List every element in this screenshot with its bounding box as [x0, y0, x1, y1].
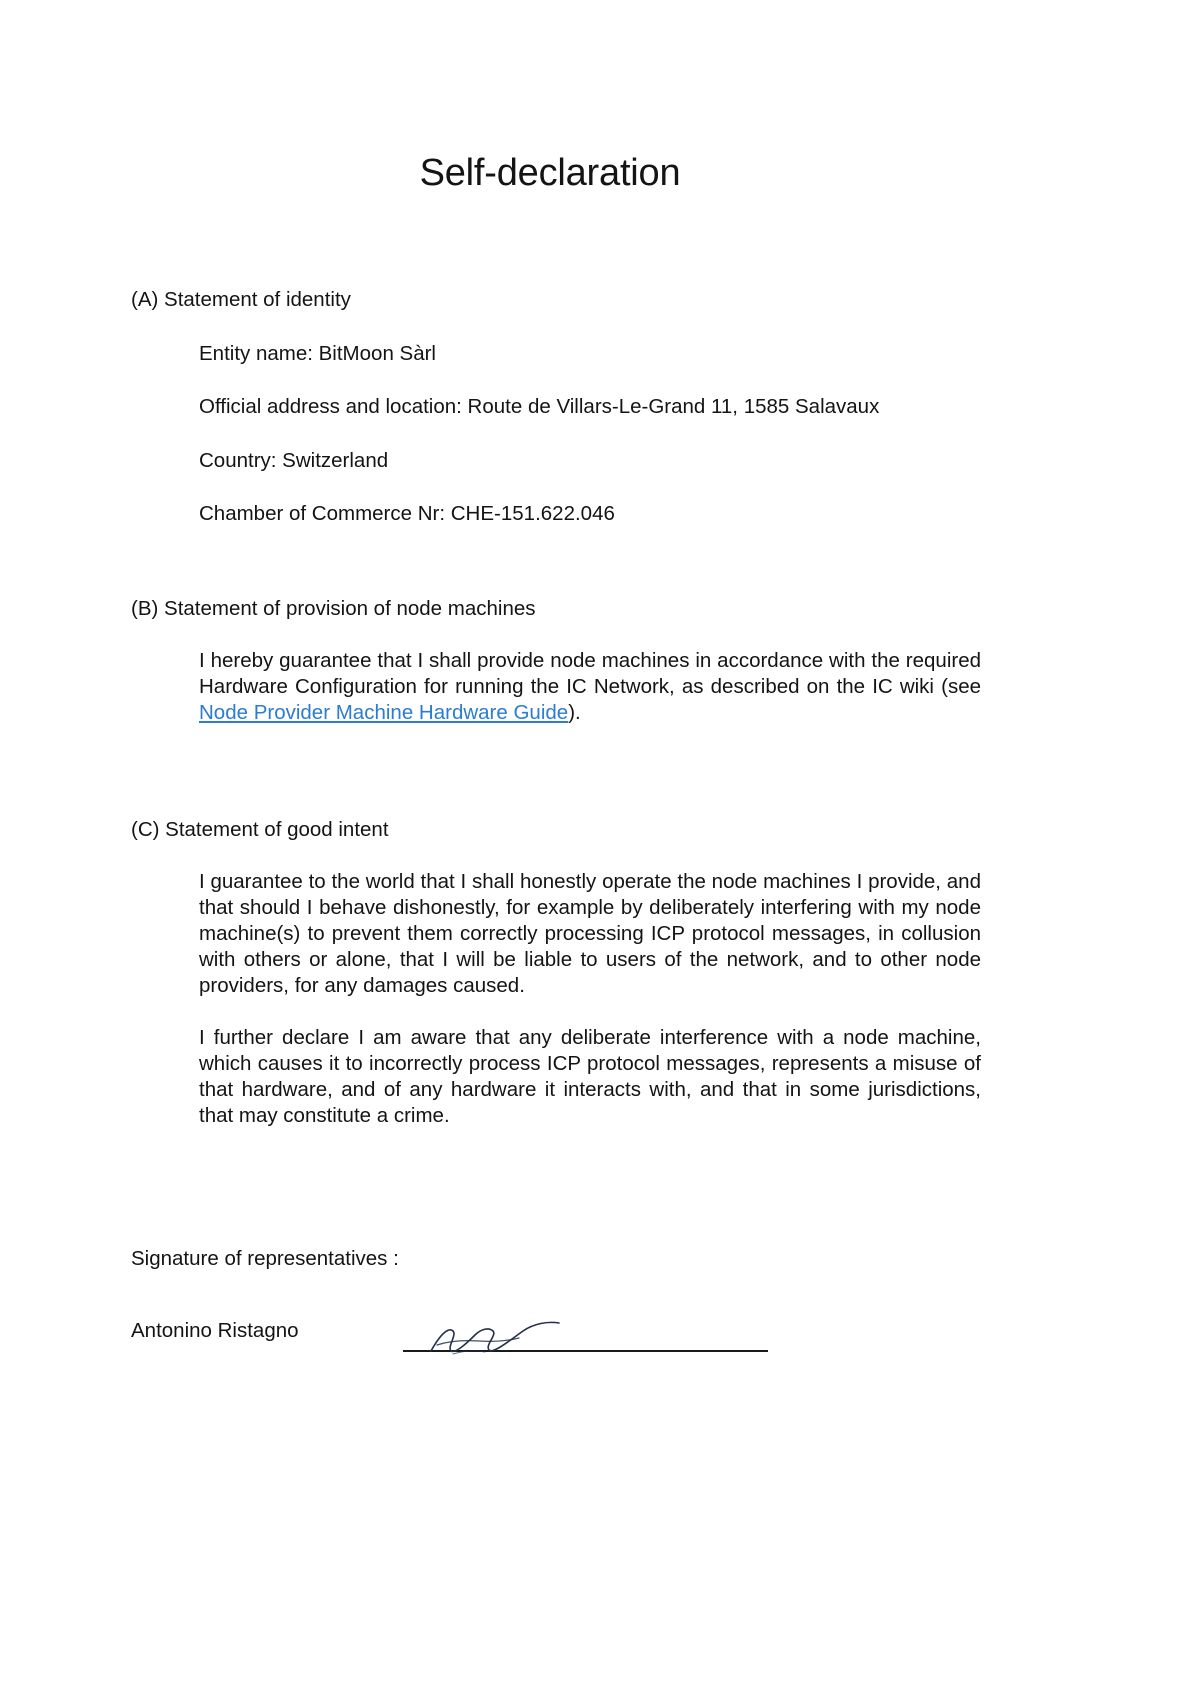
section-b-heading: (B) Statement of provision of node machines [131, 597, 536, 621]
chamber-of-commerce-line: Chamber of Commerce Nr: CHE-151.622.046 [199, 502, 615, 526]
node-provider-hardware-guide-link[interactable]: Node Provider Machine Hardware Guide [199, 700, 569, 724]
official-address-line: Official address and location: Route de Villars-Le-Grand 11, 1585 Salavaux [199, 395, 880, 419]
page-title: Self-declaration [419, 152, 681, 194]
section-c-paragraph-1: I guarantee to the world that I shall honestly operate the node machines I provide, and that should I behave dishonestly, for example by deliberately interfering with my node machine(s) to prevent them correctly processing ICP protocol messages, in collusion with others or alone, that I will be liable to users of the network, and to other node providers, for any damages caused. [199, 869, 981, 997]
section-a-heading: (A) Statement of identity [131, 288, 351, 311]
document-body [131, 288, 981, 1149]
country-line: Country: Switzerland [199, 448, 389, 472]
signature-line-wrap [403, 1319, 768, 1359]
section-c-heading: (C) Statement of good intent [131, 818, 389, 842]
section-spacer-b [131, 746, 981, 818]
representative-name: Antonino Ristagno [131, 1319, 299, 1342]
signature-label: Signature of representatives : [131, 1247, 399, 1270]
section-b-text-before-link: I hereby guarantee that I shall provide node machines in accordance with the required Hardware Configuration for running the IC Network, as described on the IC wiki (see [199, 648, 981, 698]
section-provision-of-node-machines [131, 597, 981, 726]
section-b-text-after-link: ). [568, 700, 581, 724]
entity-name-line: Entity name: BitMoon Sàrl [199, 341, 436, 365]
handwritten-signature-icon [423, 1321, 563, 1357]
section-statement-of-identity [131, 288, 981, 527]
signature-area [131, 1247, 991, 1359]
signature-row [131, 1319, 991, 1359]
section-c-paragraph-2: I further declare I am aware that any deliberate interference with a node machine, which causes it to incorrectly process ICP protocol messages, represents a misuse of that hardware, and of any hardware it interacts with, and that in some jurisdictions, that may constitute a crime. [199, 1025, 981, 1127]
section-statement-of-good-intent [131, 818, 981, 1129]
section-spacer-a [131, 527, 981, 597]
section-b-paragraph [199, 648, 981, 726]
